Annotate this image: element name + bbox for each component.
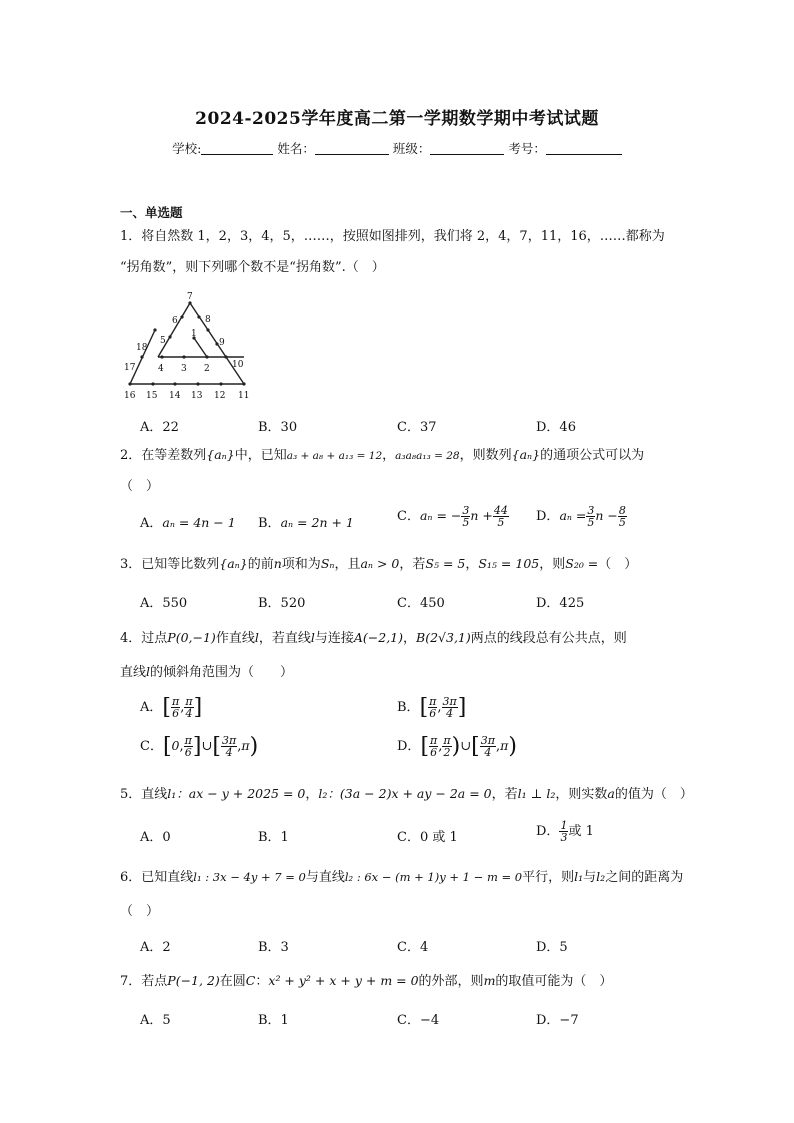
q1-option-c[interactable]: C．37 [397,420,437,435]
outer-left-edge-top [158,303,190,357]
q7-option-d[interactable]: D．−7 [536,1013,579,1028]
name-field[interactable] [315,142,389,155]
fig-num-9: 9 [219,338,225,348]
q2-option-c[interactable]: C．aₙ = − $\frac{3}{5}$ n + $\frac{44}{5}$ [397,504,508,529]
fig-num-3: 3 [181,364,187,374]
page-title: 2024-2025学年度高二第一学期数学期中考试试题 [195,109,599,129]
number-field[interactable] [546,142,622,155]
exam-info-line [0,139,794,157]
q2-seq: {aₙ} [206,447,235,462]
inner-corner [194,338,207,357]
q3-option-b[interactable]: B．520 [258,596,306,611]
q2-cond2: a₃a₈a₁₃ = 28 [395,450,460,462]
q1-line1: 1．将自然数 1，2，3，4，5，……，按照如图排列，我们将 2，4，7，11，16，……都称为 [120,229,665,244]
q5-option-c[interactable]: C．0 或 1 [397,830,458,845]
q4-line2: 直线l的倾斜角范围为（ ） [120,664,294,680]
fig-num-14: 14 [169,391,181,401]
q6-option-a[interactable]: A．2 [140,940,171,955]
q5-option-b[interactable]: B．1 [258,830,289,845]
q5-option-d[interactable]: D． $\frac{1}{3}$ 或 1 [536,819,594,844]
fig-num-8: 8 [205,315,211,325]
q6-option-c[interactable]: C．4 [397,940,429,955]
fig-num-2: 2 [204,364,210,374]
q2-option-b[interactable]: B．aₙ = 2n + 1 [258,515,354,531]
q2-line1: 2．在等差数列{aₙ}中，已知a₃ + a₈ + a₁₃ = 12，a₃a₈a₁₃ = 28，则数列{aₙ}的通项公式可以为 [120,447,645,463]
fig-num-15: 15 [146,391,158,401]
q4-option-a[interactable]: A．[ $\frac{\pi}{6}$ , $\frac{\pi}{4}$ ] [140,695,203,720]
q5-option-a[interactable]: A．0 [140,830,171,845]
q1-option-a[interactable]: A．22 [140,420,179,435]
q4-option-c[interactable]: C．[0, $\frac{\pi}{6}$ ]∪[ $\frac{3\pi}{4}$ ,π) [140,734,259,759]
fig-num-1: 1 [191,329,197,339]
number-label: 考号： [508,141,546,156]
q6-line1: 6．已知直线l₁ : 3x − 4y + 7 = 0与直线l₂ : 6x − (m + 1)y + 1 − m = 0平行，则l₁与l₂之间的距离为 [120,869,684,885]
fig-num-4: 4 [158,364,164,374]
school-field[interactable] [201,142,273,155]
section-heading: 一、单选题 [120,205,183,220]
q2-seq2: {aₙ} [511,447,541,462]
q2-line2: （ ） [120,479,160,494]
q1-line2: “拐角数”，则下列哪个数不是“拐角数”.（ ） [120,260,385,275]
q7-option-c[interactable]: C．−4 [397,1013,440,1028]
fig-num-5: 5 [160,336,166,346]
q6-option-d[interactable]: D．5 [536,940,568,955]
class-label: 班级： [392,141,431,156]
q3-line1: 3．已知等比数列{aₙ}的前n项和为Sₙ，且aₙ > 0，若S₅ = 5，S₁₅ = 105，则S₂₀ =（ ） [120,556,638,572]
q6-option-b[interactable]: B．3 [258,940,289,955]
q2-option-a[interactable]: A．aₙ = 4n − 1 [140,515,236,531]
fig-num-16: 16 [124,391,136,401]
q1-option-d[interactable]: D．46 [536,420,576,435]
q4-option-d[interactable]: D．[ $\frac{\pi}{6}$ , $\frac{\pi}{2}$ )∪[ $\frac{3\pi}{4}$ ,π) [397,734,517,759]
fig-num-12: 12 [214,391,226,401]
fig-num-18: 18 [136,343,148,353]
triangle-figure [118,290,258,402]
school-label: 学校: [172,141,202,156]
q5-line1: 5．直线l₁：ax − y + 2025 = 0，l₂：(3a − 2)x + ay − 2a = 0，若l₁ ⊥ l₂，则实数a的值为（ ） [120,786,693,802]
name-label: 姓名： [277,141,315,156]
fig-num-10: 10 [232,360,244,370]
class-field[interactable] [430,142,504,155]
q2-option-d[interactable]: D．aₙ = $\frac{3}{5}$ n − $\frac{8}{5}$ [536,504,626,529]
fig-num-7: 7 [187,292,193,302]
q3-option-a[interactable]: A．550 [140,596,188,611]
q7-line1: 7．若点P(−1, 2)在圆C：x² + y² + x + y + m = 0的外部，则m的取值可能为（ ） [120,973,613,989]
q7-option-b[interactable]: B．1 [258,1013,289,1028]
q3-option-d[interactable]: D．425 [536,596,585,611]
fig-num-6: 6 [172,316,178,326]
q6-line2: （ ） [120,904,160,919]
fig-num-11: 11 [238,391,250,401]
fig-num-13: 13 [191,391,203,401]
fig-num-17: 17 [124,363,136,373]
q2-cond1: a₃ + a₈ + a₁₃ = 12 [286,450,383,462]
q1-option-b[interactable]: B．30 [258,420,298,435]
q4-option-b[interactable]: B．[ $\frac{\pi}{6}$ , $\frac{3\pi}{4}$ ] [397,695,467,720]
q7-option-a[interactable]: A．5 [140,1013,171,1028]
q4-line1: 4．过点P(0,−1)作直线l，若直线l与连接A(−2,1)，B(2√3,1)两点的线段总有公共点，则 [120,630,627,646]
q3-option-c[interactable]: C．450 [397,596,445,611]
